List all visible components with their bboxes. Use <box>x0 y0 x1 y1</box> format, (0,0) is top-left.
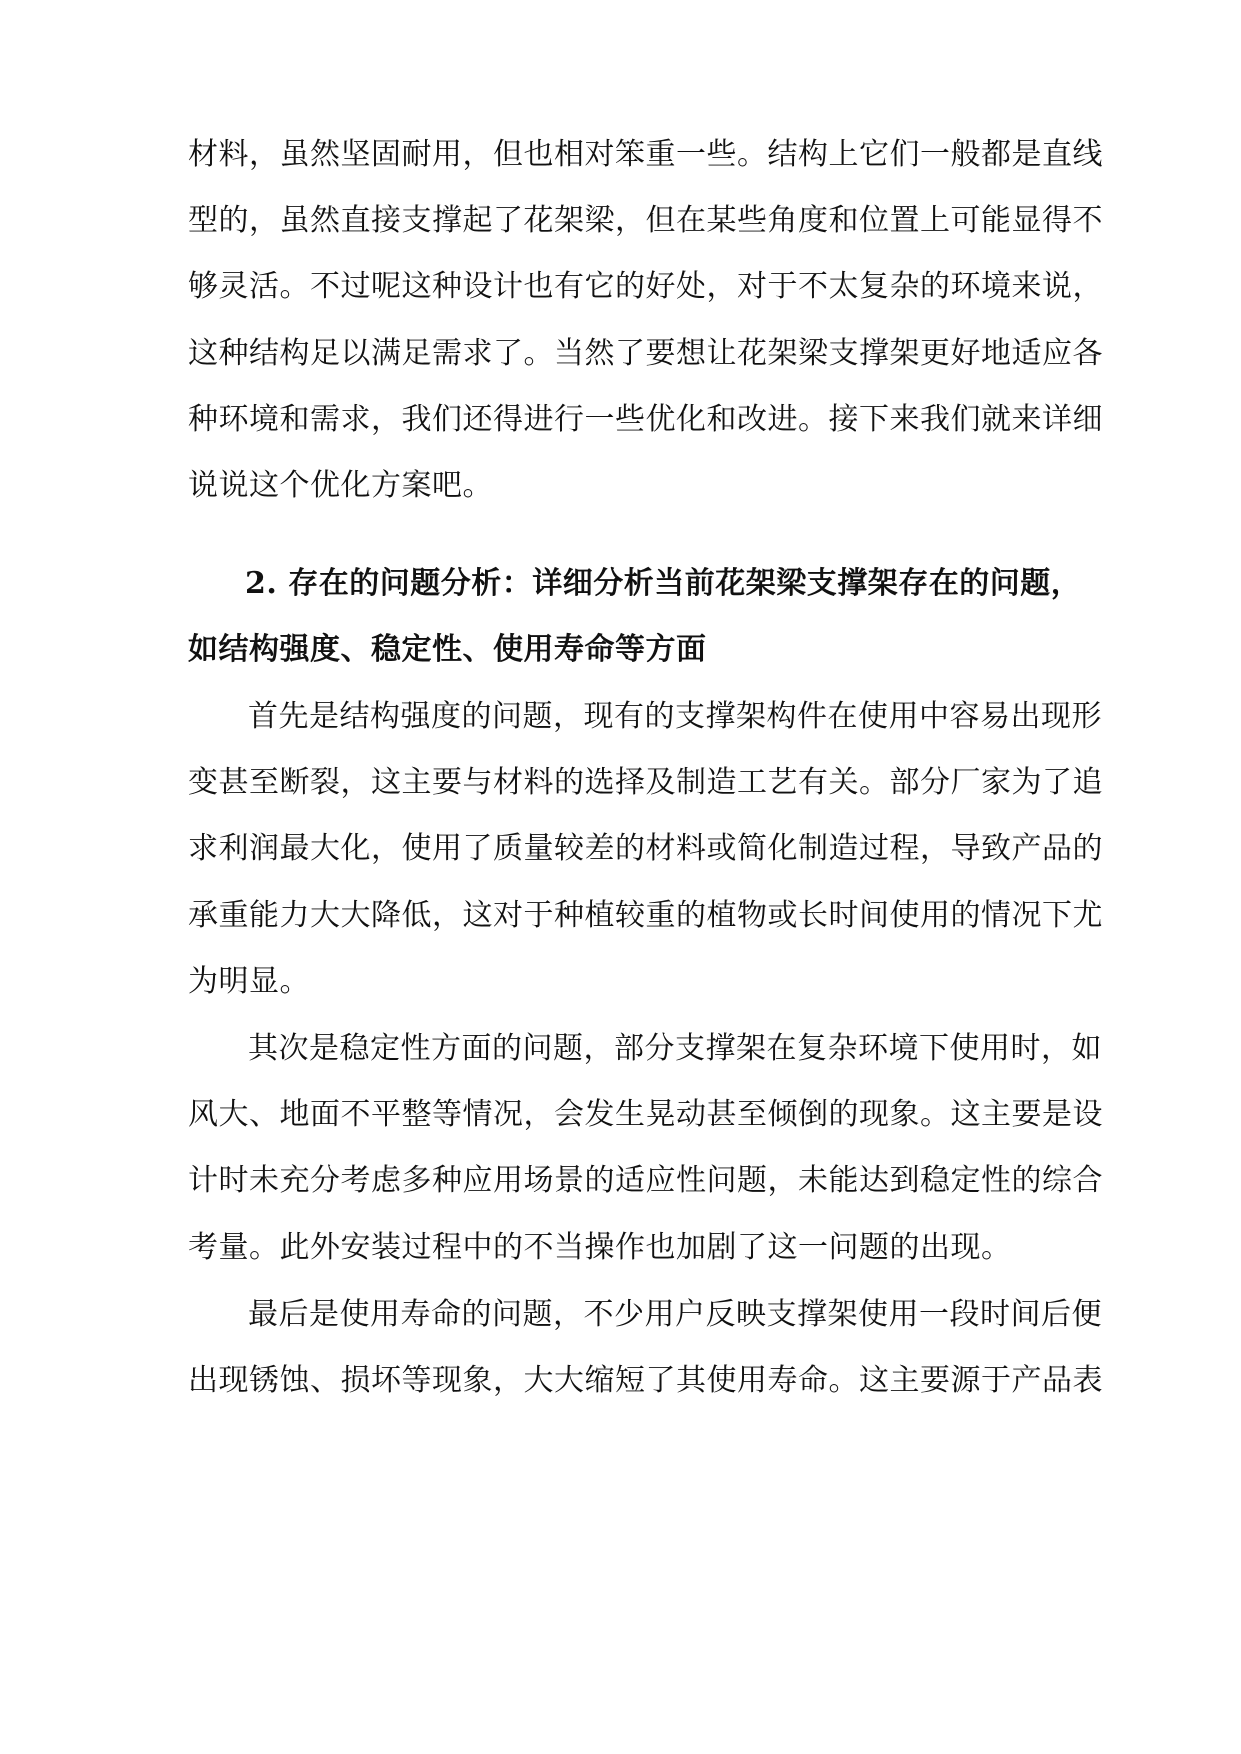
text-line: 说说这个优化方案吧。 <box>188 468 493 503</box>
heading-line: 如结构强度、稳定性、使用寿命等方面 <box>188 632 707 667</box>
heading-line: 2. 存在的问题分析：详细分析当前花架梁支撑架存在的问题， <box>245 566 1082 601</box>
text-line: 种环境和需求，我们还得进行一些优化和改进。接下来我们就来详细 <box>188 402 1103 437</box>
text-line: 为明显。 <box>188 964 310 999</box>
text-line: 首先是结构强度的问题，现有的支撑架构件在使用中容易出现形 <box>248 699 1102 734</box>
text-line: 风大、地面不平整等情况，会发生晃动甚至倾倒的现象。这主要是设 <box>188 1097 1103 1132</box>
text-line: 承重能力大大降低，这对于种植较重的植物或长时间使用的情况下尤 <box>188 898 1103 933</box>
text-line: 出现锈蚀、损坏等现象，大大缩短了其使用寿命。这主要源于产品表 <box>188 1363 1103 1398</box>
text-line: 变甚至断裂，这主要与材料的选择及制造工艺有关。部分厂家为了追 <box>188 765 1103 800</box>
text-line: 这种结构足以满足需求了。当然了要想让花架梁支撑架更好地适应各 <box>188 336 1103 371</box>
text-line: 材料，虽然坚固耐用，但也相对笨重一些。结构上它们一般都是直线 <box>188 137 1103 172</box>
text-line: 其次是稳定性方面的问题，部分支撑架在复杂环境下使用时，如 <box>248 1031 1102 1066</box>
text-line: 够灵活。不过呢这种设计也有它的好处，对于不太复杂的环境来说， <box>188 269 1103 304</box>
text-line: 型的，虽然直接支撑起了花架梁，但在某些角度和位置上可能显得不 <box>188 203 1103 238</box>
text-line: 最后是使用寿命的问题，不少用户反映支撑架使用一段时间后便 <box>248 1297 1102 1332</box>
text-line: 计时未充分考虑多种应用场景的适应性问题，未能达到稳定性的综合 <box>188 1163 1103 1198</box>
text-line: 求利润最大化，使用了质量较差的材料或简化制造过程，导致产品的 <box>188 831 1103 866</box>
text-line: 考量。此外安装过程中的不当操作也加剧了这一问题的出现。 <box>188 1230 1012 1265</box>
